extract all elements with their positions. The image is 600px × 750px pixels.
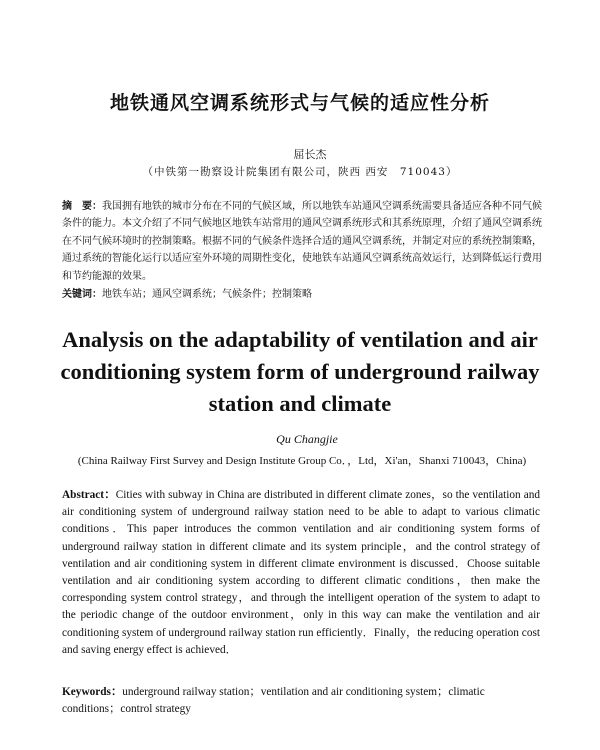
chinese-abstract-text: 我国拥有地铁的城市分布在不同的气候区域，所以地铁车站通风空调系统需要具备适应各种不同气候条件的能力。本文介绍了不同气候地区地铁车站常用的通风空调系统形式和其系统原理，介绍了通风空调系统在不同气候环境时的控制策略。根据不同的气候条件选择合适的通风空调系统，并制定对应的系统控制策略，通过系统的智能化运行以适应室外环境的周期性变化，使地铁车站通风空调系统高效运行，达到降低运行费用和节约能源的效果。 (62, 201, 542, 282)
english-author: Qu Changjie (276, 432, 338, 446)
chinese-title: 地铁通风空调系统形式与气候的适应性分析 (109, 92, 490, 114)
english-keywords (62, 684, 540, 718)
english-abstract-text: Cities with subway in China are distributed in different climate zones，so the ventilation and air conditioning system of underground railway station need to be able to adapt to various climatic conditions．This paper introduces the common ventilation and air conditioning system forms of underground railway station in different climate and its system principle，and the control strategy of ventilation and air conditioning system in different climate environment is discussed．Choose suitable ventilation and air conditioning system according to different climatic conditions，then make the corresponding system control strategy，and through the intelligent operation of the system to adapt to the periodic change of the outdoor environment，only in this way can make the ventilation and air conditioning system of underground railway station run efficiently．Finally，the reducing operation cost and saving energy effect is achieved． (62, 489, 541, 656)
chinese-affiliation: （中铁第一勘察设计院集团有限公司，陕西 西安 710043） (142, 166, 458, 178)
english-abstract-label: Abstract： (62, 489, 116, 501)
english-keywords-label: Keywords： (62, 686, 123, 698)
chinese-keywords (62, 286, 542, 303)
english-keywords-text: underground railway station；ventilation and air conditioning system；climatic conditions；control strategy (62, 686, 485, 716)
english-abstract (62, 487, 540, 659)
chinese-keywords-label: 关键词： (62, 289, 102, 300)
chinese-author: 屈长杰 (293, 148, 327, 161)
chinese-abstract (62, 198, 542, 285)
english-affiliation: (China Railway First Survey and Design Institute Group Co．，Ltd，Xi'an，Shanxi 710043，China) (77, 455, 527, 467)
chinese-keywords-text: 地铁车站；通风空调系统；气候条件；控制策略 (102, 289, 312, 300)
chinese-abstract-label: 摘 要： (62, 201, 102, 212)
english-title: Analysis on the adaptability of ventilation and air conditioning system form of underground railway station and climate (60, 327, 540, 416)
